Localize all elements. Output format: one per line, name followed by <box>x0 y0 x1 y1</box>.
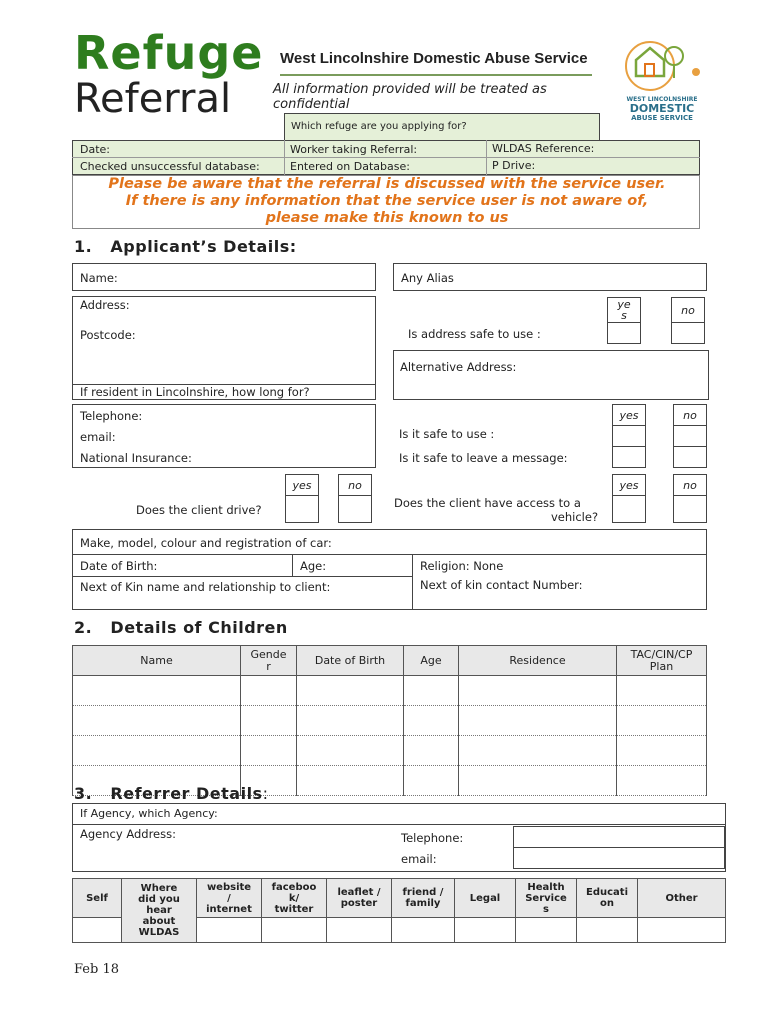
office-divider <box>72 157 700 158</box>
org-underline <box>280 74 592 76</box>
section-applicant-heading: 1. Applicant’s Details: <box>74 237 297 256</box>
source-education: Educati on <box>577 879 638 918</box>
address-safe-yes-label: ye s <box>607 297 641 323</box>
safe-message-no-checkbox[interactable] <box>673 446 707 468</box>
warning-line2: If there is any information that the service user is not aware of, <box>125 193 649 209</box>
drive-yes-checkbox[interactable] <box>285 495 319 523</box>
children-table <box>72 645 707 796</box>
alternative-address-field[interactable] <box>393 350 709 400</box>
refuge-question-box[interactable] <box>284 113 600 141</box>
car-field[interactable] <box>72 529 707 555</box>
safe-use-no-checkbox[interactable] <box>673 425 707 447</box>
section-children-heading: 2. Details of Children <box>74 618 288 637</box>
drive-no-checkbox[interactable] <box>338 495 372 523</box>
referral-source-header <box>73 879 726 918</box>
other-checkbox[interactable] <box>638 918 726 943</box>
logo-line1: WEST LINCOLNSHIRE <box>626 96 698 103</box>
friend-checkbox[interactable] <box>392 918 455 943</box>
org-name: West Lincolnshire Domestic Abuse Service <box>280 50 588 67</box>
ni-field[interactable]: National Insurance: <box>80 451 192 465</box>
agency-address-label: Agency Address: <box>80 827 176 841</box>
address-safe-no-checkbox[interactable] <box>671 322 705 344</box>
name-field[interactable] <box>72 263 376 291</box>
p-drive-field[interactable]: P Drive: <box>492 159 536 172</box>
col-gender: Gende r <box>241 646 297 676</box>
vehicle-no-label: no <box>673 474 707 496</box>
alternative-address-label: Alternative Address: <box>400 360 517 374</box>
name-label: Name: <box>80 271 118 285</box>
entered-db-field[interactable]: Entered on Database: <box>290 160 410 173</box>
safe-use-yes-checkbox[interactable] <box>612 425 646 447</box>
vehicle-yes-label: yes <box>612 474 646 496</box>
vehicle-label-2: vehicle? <box>551 510 599 524</box>
children-header-row <box>73 646 707 676</box>
address-safe-no-label: no <box>671 297 705 323</box>
personal-divider <box>72 576 412 577</box>
safe-yes-label: yes <box>612 404 646 426</box>
source-health: Health Service s <box>516 879 577 918</box>
referrer-email-label: email: <box>401 852 437 866</box>
office-divider <box>486 140 487 175</box>
source-where: Where did you hear about WLDAS <box>122 879 197 943</box>
vehicle-no-checkbox[interactable] <box>673 495 707 523</box>
logo-line3: ABUSE SERVICE <box>631 114 693 122</box>
vehicle-yes-checkbox[interactable] <box>612 495 646 523</box>
car-label: Make, model, colour and registration of car: <box>80 536 332 550</box>
drive-label: Does the client drive? <box>136 503 262 517</box>
title-refuge: Refuge <box>74 26 264 80</box>
col-residence: Residence <box>459 646 617 676</box>
col-age: Age <box>404 646 459 676</box>
education-checkbox[interactable] <box>577 918 638 943</box>
safe-message-label: Is it safe to leave a message: <box>399 451 568 465</box>
kin-field[interactable]: Next of Kin name and relationship to client: <box>80 580 331 594</box>
agency-label: If Agency, which Agency: <box>80 807 218 820</box>
resident-label[interactable]: If resident in Lincolnshire, how long for? <box>80 385 310 399</box>
referrer-heading-text: 3. Referrer Details <box>74 784 263 803</box>
safe-use-label: Is it safe to use : <box>399 427 495 441</box>
email-field[interactable]: email: <box>80 430 116 444</box>
agency-field[interactable] <box>72 803 726 825</box>
facebook-checkbox[interactable] <box>262 918 327 943</box>
address-label: Address: <box>80 298 130 312</box>
source-leaflet: leaflet / poster <box>327 879 392 918</box>
personal-divider <box>292 554 293 576</box>
checked-db-field[interactable]: Checked unsuccessful database: <box>80 160 260 173</box>
health-checkbox[interactable] <box>516 918 577 943</box>
col-dob: Date of Birth <box>297 646 404 676</box>
dob-field[interactable]: Date of Birth: <box>80 559 158 573</box>
refuge-question-label: Which refuge are you applying for? <box>291 121 467 132</box>
confidential-note: All information provided will be treated as confidential <box>273 82 547 112</box>
alias-field[interactable] <box>393 263 707 291</box>
col-name: Name <box>73 646 241 676</box>
telephone-field[interactable]: Telephone: <box>80 409 143 423</box>
warning-line3: please make this known to us <box>265 210 509 226</box>
wldas-logo <box>614 32 710 122</box>
office-divider <box>284 140 285 175</box>
house-tree-icon <box>614 32 710 92</box>
referrer-telephone-label: Telephone: <box>401 831 464 845</box>
col-plan: TAC/CIN/CP Plan <box>617 646 707 676</box>
referrer-telephone-input[interactable] <box>513 826 725 848</box>
referrer-email-input[interactable] <box>513 847 725 869</box>
leaflet-checkbox[interactable] <box>327 918 392 943</box>
kin-number-field[interactable]: Next of kin contact Number: <box>420 578 583 592</box>
referrer-heading-colon: : <box>262 784 269 803</box>
self-checkbox[interactable] <box>73 918 122 943</box>
warning-line1: Please be aware that the referral is discussed with the service user. <box>108 176 666 192</box>
address-safe-yes-checkbox[interactable] <box>607 322 641 344</box>
source-facebook: faceboo k/ twitter <box>262 879 327 918</box>
personal-divider <box>412 554 413 610</box>
title-referral: Referral <box>74 76 232 122</box>
worker-field[interactable]: Worker taking Referral: <box>290 143 418 156</box>
address-safe-label: Is address safe to use : <box>408 327 541 341</box>
referral-source-table <box>72 878 726 943</box>
vehicle-label-1: Does the client have access to a <box>394 496 581 510</box>
drive-yes-label: yes <box>285 474 319 496</box>
table-row[interactable] <box>73 736 707 766</box>
religion-field[interactable]: Religion: None <box>420 559 504 573</box>
source-website: website / internet <box>197 879 262 918</box>
section-referrer-heading <box>74 784 268 803</box>
legal-checkbox[interactable] <box>455 918 516 943</box>
table-row[interactable] <box>73 676 707 706</box>
source-self: Self <box>73 879 122 918</box>
footer-date: Feb 18 <box>74 962 119 977</box>
table-row[interactable] <box>73 706 707 736</box>
drive-no-label: no <box>338 474 372 496</box>
age-field[interactable]: Age: <box>300 559 327 573</box>
wldas-reference-field[interactable]: WLDAS Reference: <box>492 142 595 155</box>
date-field[interactable]: Date: <box>80 143 110 156</box>
logo-line2: DOMESTIC <box>629 102 695 115</box>
safe-no-label: no <box>673 404 707 426</box>
postcode-label: Postcode: <box>80 328 136 342</box>
source-other: Other <box>638 879 726 918</box>
website-checkbox[interactable] <box>197 918 262 943</box>
safe-message-yes-checkbox[interactable] <box>612 446 646 468</box>
alias-label: Any Alias <box>401 271 454 285</box>
source-legal: Legal <box>455 879 516 918</box>
source-friend: friend / family <box>392 879 455 918</box>
